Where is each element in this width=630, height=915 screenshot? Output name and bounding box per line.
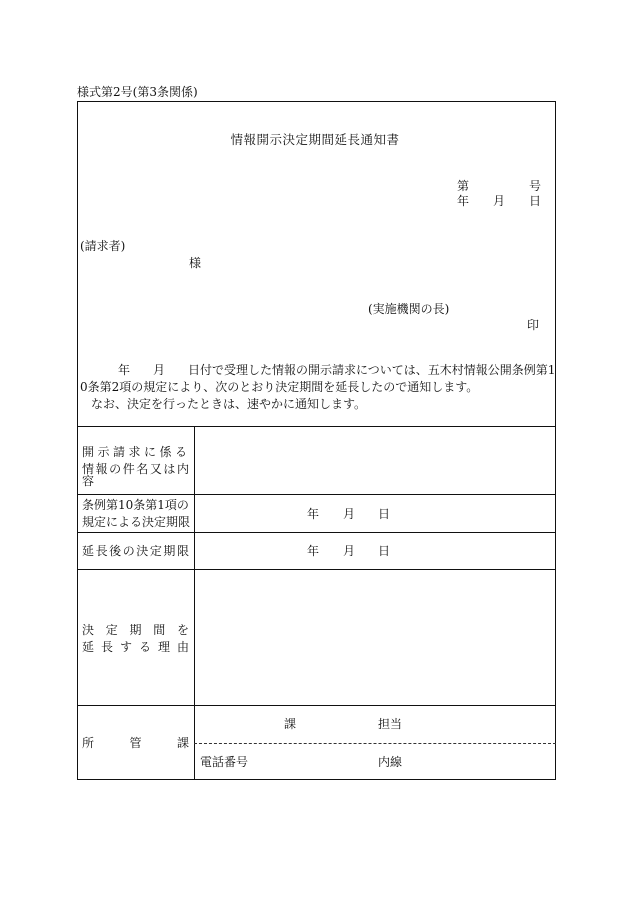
extension-reason-label-line1: 決定期間を [82, 623, 189, 637]
statutory-deadline-label-line1: 条例第10条第1項の [82, 498, 189, 512]
department-label: 所管課 [82, 736, 189, 750]
dashed-divider [194, 743, 556, 744]
row-divider [77, 494, 556, 495]
statutory-deadline-day: 日 [378, 507, 391, 521]
row-divider [77, 532, 556, 533]
date-month: 月 [493, 194, 506, 208]
requester-honorific: 様 [189, 256, 202, 270]
person-in-charge-label: 担当 [378, 717, 403, 731]
requester-label: (請求者) [80, 239, 126, 253]
body-month: 月 [153, 363, 166, 377]
row-divider [77, 569, 556, 570]
subject-label [82, 446, 189, 487]
statutory-deadline-label-line2: 規定による決定期限 [82, 515, 191, 529]
extended-deadline-day: 日 [378, 544, 391, 558]
document-title: 情報開示決定期間延長通知書 [230, 132, 400, 147]
statutory-deadline-label [82, 499, 189, 528]
form-number-label: 様式第2号(第3条関係) [77, 85, 198, 99]
row-divider [77, 705, 556, 706]
agency-head-label: (実施機関の長) [368, 302, 450, 316]
subject-label-line1: 開示請求に係る [82, 445, 189, 459]
column-divider [194, 426, 195, 780]
seal-mark: 印 [527, 318, 540, 332]
number-prefix: 第 [457, 179, 470, 193]
body-year: 年 [118, 363, 131, 377]
subject-label-line2: 情報の件名又は内容 [82, 462, 189, 488]
extension-label: 内線 [378, 755, 403, 769]
form-frame [77, 101, 556, 780]
body-line1: 日付で受理した情報の開示請求については、五木村情報公開条例第1 [188, 363, 556, 377]
statutory-deadline-month: 月 [343, 507, 356, 521]
extended-deadline-label: 延長後の決定期限 [82, 544, 189, 558]
body-line2: 0条第2項の規定により、次のとおり決定期間を延長したので通知します。 [80, 380, 479, 394]
table-top-line [77, 426, 556, 427]
date-day: 日 [529, 194, 542, 208]
body-line3: なお、決定を行ったときは、速やかに通知します。 [91, 397, 367, 411]
date-year: 年 [457, 194, 470, 208]
extended-deadline-year: 年 [307, 544, 320, 558]
phone-number-label: 電話番号 [200, 755, 249, 769]
section-label: 課 [284, 717, 297, 731]
extension-reason-label [82, 624, 189, 653]
extended-deadline-month: 月 [343, 544, 356, 558]
statutory-deadline-year: 年 [307, 507, 320, 521]
number-suffix: 号 [529, 179, 542, 193]
extension-reason-label-line2: 延長する理由 [82, 640, 189, 654]
